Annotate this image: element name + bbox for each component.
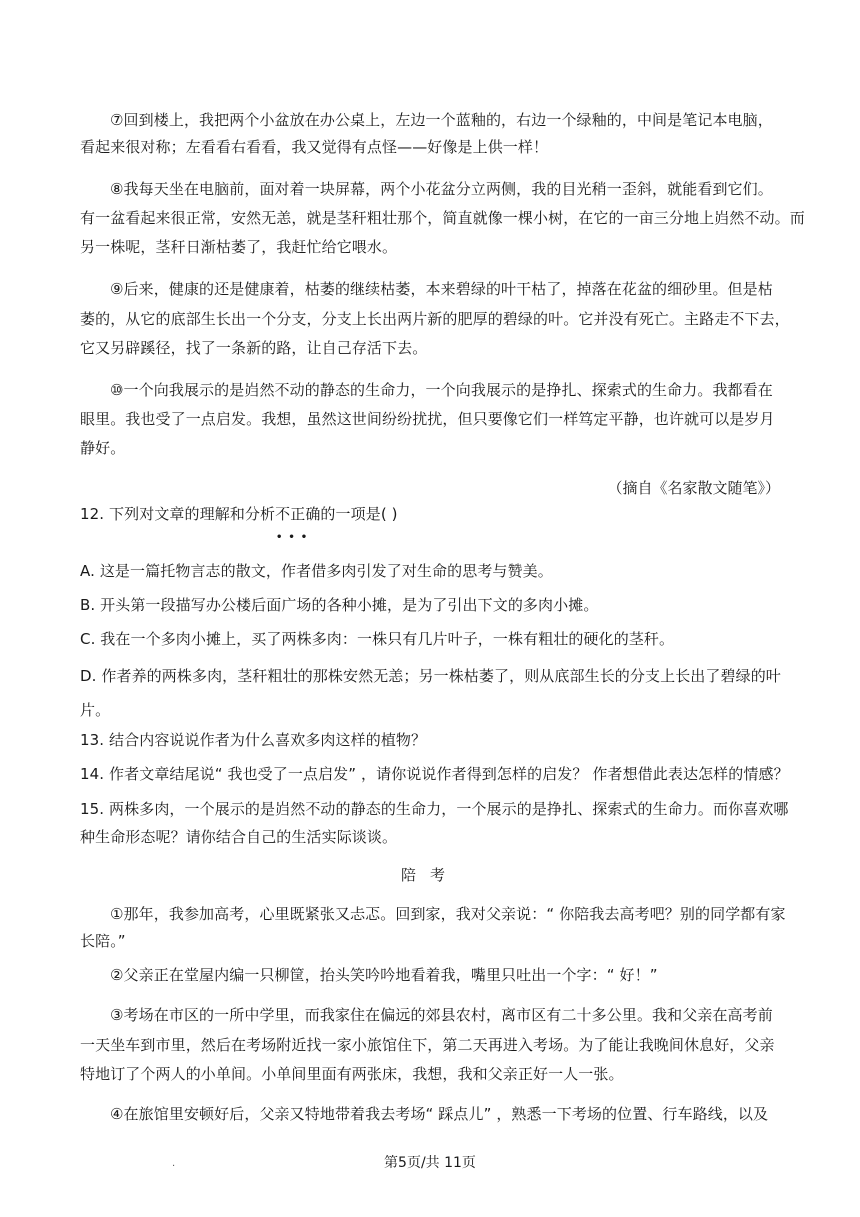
- passage-title: 陪考: [400, 866, 459, 884]
- paragraph-10-line-3: 静好。: [80, 439, 126, 457]
- option-d-line-1: D. 作者养的两株多肉，茎秆粗壮的那株安然无恙；另一株枯萎了，则从底部生长的分支上长出了碧绿的叶: [80, 667, 781, 685]
- passage-p1-line-1: ①那年，我参加高考，心里既紧张又忐忑。回到家，我对父亲说：“ 你陪我去高考吧？别的同学都有家: [110, 905, 786, 923]
- question-12: 12. 下列对文章的理解和分析不正确的一项是( ): [80, 505, 398, 523]
- question-15-line-1: 15. 两株多肉，一个展示的是岿然不动的静态的生命力，一个展示的是挣扎、探索式的生命力。而你喜欢哪: [80, 800, 789, 818]
- paragraph-10-line-1: ⑩一个向我展示的是岿然不动的静态的生命力，一个向我展示的是挣扎、探索式的生命力。我都看在: [110, 381, 773, 399]
- emphasis-dots: •••: [276, 532, 314, 543]
- question-13: 13. 结合内容说说作者为什么喜欢多肉这样的植物？: [80, 731, 427, 749]
- page-footer: 第5页/共 11页: [384, 1155, 476, 1171]
- paragraph-8-line-3: 另一株呢，茎秆日渐枯萎了，我赶忙给它喂水。: [80, 238, 398, 256]
- paragraph-9-line-2: 萎的，从它的底部生长出一个分支，分支上长出两片新的肥厚的碧绿的叶。它并没有死亡。主路走不下去，: [80, 310, 790, 328]
- paragraph-9-line-1: ⑨后来，健康的还是健康着，枯萎的继续枯萎，本来碧绿的叶干枯了，掉落在花盆的细砂里。但是枯: [110, 280, 773, 298]
- option-a: A. 这是一篇托物言志的散文，作者借多肉引发了对生命的思考与赞美。: [80, 562, 553, 580]
- passage-p3-line-1: ③考场在市区的一所中学里，而我家住在偏远的郊县农村，离市区有二十多公里。我和父亲在高考前: [110, 1006, 773, 1024]
- paragraph-9-line-3: 它又另辟蹊径，找了一条新的路，让自己存活下去。: [80, 339, 428, 357]
- source-citation: （摘自《名家散文随笔》）: [607, 479, 780, 497]
- option-b: B. 开头第一段描写办公楼后面广场的各种小摊，是为了引出下文的多肉小摊。: [80, 596, 599, 614]
- paragraph-8-line-1: ⑧我每天坐在电脑前，面对着一块屏幕，两个小花盆分立两侧，我的目光稍一歪斜，就能看到它们。: [110, 180, 773, 198]
- paragraph-10-line-2: 眼里。我也受了一点启发。我想，虽然这世间纷纷扰扰，但只要像它们一样笃定平静，也许就可以是岁月: [80, 410, 775, 428]
- stray-dot: .: [172, 1158, 176, 1169]
- passage-p3-line-2: 一天坐车到市里，然后在考场附近找一家小旅馆住下，第二天再进入考场。为了能让我晚间休息好，父亲: [80, 1036, 775, 1054]
- passage-p2: ②父亲正在堂屋内编一只柳筐，抬头笑吟吟地看着我，嘴里只吐出一个字：“ 好！”: [110, 966, 658, 984]
- option-d-line-2: 片。: [80, 701, 111, 719]
- paragraph-8-line-2: 有一盆看起来很正常，安然无恙，就是茎秆粗壮那个，简直就像一棵小树，在它的一亩三分地上岿然不动。而: [80, 209, 805, 227]
- paragraph-7-line-2: 看起来很对称；左看看右看看，我又觉得有点怪——好像是上供一样！: [80, 138, 549, 156]
- passage-p1-line-2: 长陪。”: [80, 932, 126, 950]
- passage-p3-line-3: 特地订了个两人的小单间。小单间里面有两张床，我想，我和父亲正好一人一张。: [80, 1065, 624, 1083]
- question-15-line-2: 种生命形态呢？请你结合自己的生活实际谈谈。: [80, 828, 398, 846]
- paragraph-7-line-1: ⑦回到楼上，我把两个小盆放在办公桌上，左边一个蓝釉的，右边一个绿釉的，中间是笔记本电脑，: [110, 111, 773, 129]
- option-c: C. 我在一个多肉小摊上，买了两株多肉：一株只有几片叶子，一株有粗壮的硬化的茎秆。: [80, 630, 675, 648]
- question-14: 14. 作者文章结尾说“ 我也受了一点启发” ，请你说说作者得到怎样的启发？ 作者想借此表达怎样的情感？: [80, 765, 789, 783]
- passage-p4-line-1: ④在旅馆里安顿好后，父亲又特地带着我去考场“ 踩点儿” ，熟悉一下考场的位置、行车路线，以及: [110, 1105, 769, 1123]
